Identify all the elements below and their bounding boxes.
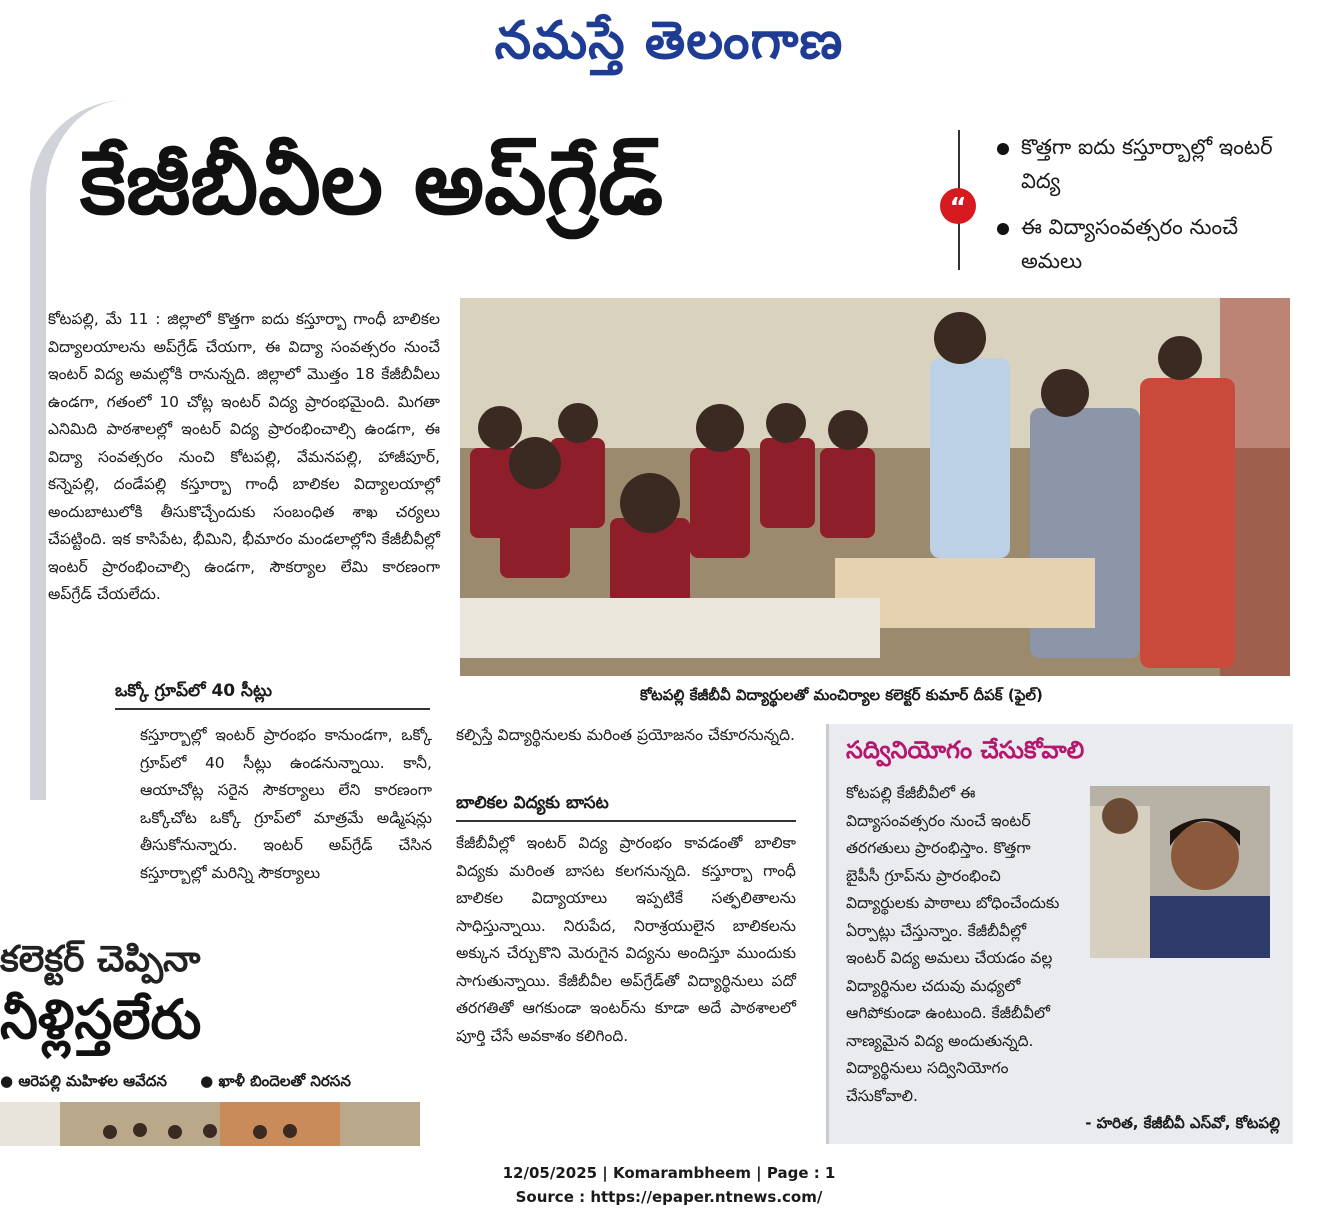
article-paragraph-4: కేజీబీవీల్లో ఇంటర్ విద్య ప్రారంభం కావడంతో బాలికా విద్యకు మరింత బాసట కలగనున్నది. కస్తూర్బా గాంధీ బాలికల విద్యాయాలు ఇప్పటికే సత్ఫలితాలను సాధిస్తున్నాయి. నిరుపేద, నిరాశ్రయులైన బాలికలను అక్కున చేర్చుకొని మెరుగైన విద్యను అందిస్తూ ముందుకు సాగుతున్నాయి. కేజీబీవీల అప్‌గ్రేడ్‌తో విద్యార్థినులు పదో తరగతితో ఆగకుండా ఇంటర్‌ను కూడా అదే పాఠశాలలో పూర్తి చేసే అవకాశం కలిగింది. — [456, 834, 796, 1045]
quote-icon: “ — [940, 188, 976, 224]
highlight-item: కొత్తగా ఐదు కస్తూర్బాల్లో ఇంటర్ విద్య — [995, 130, 1295, 198]
newspaper-masthead: నమస్తే తెలంగాణ — [494, 11, 844, 71]
side-story-photo — [0, 1102, 420, 1146]
side-bullet-text: ఖాళీ బిందెలతో నిరసన — [218, 1072, 351, 1090]
side-photo-illustration — [0, 1102, 420, 1146]
footer-date-edition: 12/05/2025 | Komarambheem | Page : 1 — [502, 1164, 836, 1182]
article-headline: కేజీబీవీల అప్‌గ్రేడ్ — [80, 131, 664, 234]
subheading-rule — [456, 820, 796, 822]
highlight-item: ఈ విద్యాసంవత్సరం నుంచే అమలు — [995, 210, 1295, 278]
quote-box-title: సద్వినియోగం చేసుకోవాలి — [846, 736, 1085, 764]
footer-source: Source : https://epaper.ntnews.com/ — [515, 1188, 823, 1206]
photo-caption: కోటపల్లి కేజీబీవీ విద్యార్థులతో మంచిర్యాల కలెక్టర్ కుమార్ దీపక్ (ఫైల్) — [640, 686, 1043, 704]
subheading-seats: ఒక్కో గ్రూప్‌లో 40 సీట్లు — [115, 681, 272, 701]
side-story-bullets — [0, 1068, 420, 1094]
classroom-photo-illustration — [460, 298, 1290, 676]
quote-box-text: కోటపల్లి కేజీబీవీలో ఈ విద్యాసంవత్సరం నుంచే ఇంటర్ తరగతులు ప్రారంభిస్తాం. కొత్తగా బైపీసీ గ్రూప్‌ను ప్రారంభించి విద్యార్థులకు పాఠాలు బోధించేందుకు ఏర్పాట్లు చేస్తున్నాం. కేజీబీవీల్లో ఇంటర్ విద్య అమలు చేయడం వల్ల విద్యార్థినుల చదువు మధ్యలో ఆగిపోకుండా ఉంటుంది. కేజీబీవీలో నాణ్యమైన విద్య అందుతున్నది. విద్యార్థినులు సద్వినియోగం చేసుకోవాలి. — [846, 784, 1060, 1105]
article-paragraph-3: కల్పిస్తే విద్యార్థినులకు మరింత ప్రయోజనం చేకూరనున్నది. — [456, 726, 795, 744]
side-bullet-item: ● ఖాళీ బిందెలతో నిరసన — [200, 1072, 351, 1090]
side-story-headline: నీళ్లిస్తలేరు — [0, 988, 202, 1051]
subheading-rule — [115, 708, 430, 710]
side-bullet-text: ఆరెపల్లి మహిళల ఆవేదన — [18, 1072, 167, 1090]
article-paragraph-1: కోటపల్లి, మే 11 : జిల్లాలో కొత్తగా ఐదు కస్తూర్బా గాంధీ బాలికల విద్యాలయాలను అప్‌గ్రేడ్ చేయగా, ఈ విద్యా సంవత్సరం నుంచే ఇంటర్ విద్య అమల్లోకి రానున్నది. జిల్లాలో మొత్తం 18 కేజీబీవీలు ఉండగా, గతంలో 10 చోట్ల ఇంటర్ విద్య ప్రారంభమైంది. మిగతా ఎనిమిది పాఠశాలల్లో ఇంటర్ విద్య ప్రారంభించాల్సి ఉండగా, ఈ విద్యా సంవత్సరం నుంచి కోటపల్లి, వేమనపల్లి, హాజీపూర్, కన్నెపల్లి, దండేపల్లి కస్తూర్బా గాంధీ బాలికల విద్యాలయాల్లో అందుబాటులోకి తీసుకొచ్చేందుకు సంబంధిత శాఖ చర్యలు చేపట్టింది. ఇక కాసిపేట, భీమిని, భీమారం మండలాల్లోని కేజీబీవీల్లో ఇంటర్ ప్రారంభించాల్సి ఉండగా, సౌకర్యాల లేమి కారణంగా అప్‌గ్రేడ్ చేయలేదు. — [48, 310, 440, 603]
classroom-photo — [460, 298, 1290, 676]
quote-signature: - హరిత, కేజీబీవీ ఎస్‌వో, కోటపల్లి — [1085, 1114, 1280, 1132]
side-bullet-item: ● ఆరెపల్లి మహిళల ఆవేదన — [0, 1072, 167, 1090]
article-paragraph-2: కస్తూర్బాల్లో ఇంటర్ ప్రారంభం కానుండగా, ఒక్కో గ్రూప్‌లో 40 సీట్లు ఉండనున్నాయి. కానీ, ఆయాచోట్ల సరైన సౌకర్యాలు లేని కారణంగా ఒక్కోచోట ఒక్కో గ్రూప్‌లో మాత్రమే అడ్మిషన్లు తీసుకోనున్నారు. ఇంటర్ అప్‌గ్రేడ్ చేసిన కస్తూర్బాల్లో మరిన్ని సౌకర్యాలు — [140, 726, 432, 882]
side-story-kicker: కలెక్టర్ చెప్పినా — [0, 939, 201, 980]
subheading-girls-education: బాలికల విద్యకు బాసట — [456, 793, 609, 813]
highlights-list — [995, 130, 1295, 290]
